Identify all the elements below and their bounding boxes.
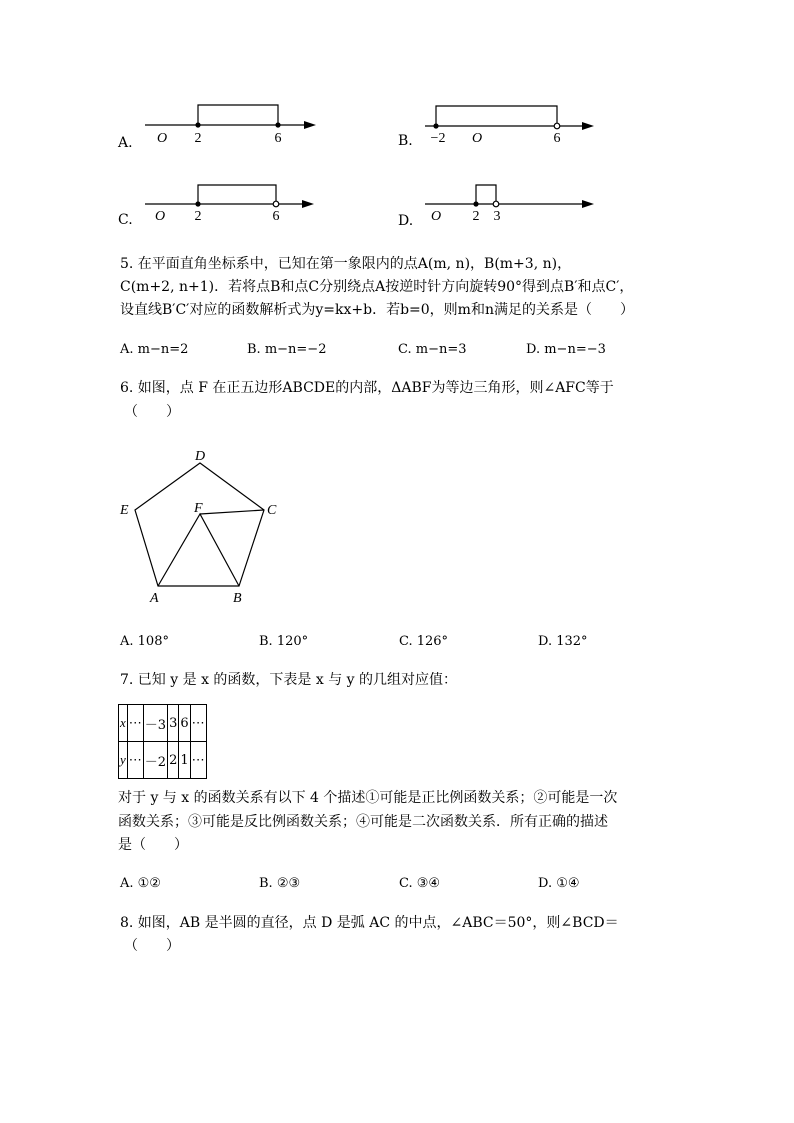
open-dot: [493, 201, 499, 207]
table-cell: ⋯: [127, 705, 143, 742]
triangle-abf: [158, 514, 239, 586]
q6-option-c: C. 126°: [399, 634, 449, 649]
tick-label: 2: [472, 209, 480, 224]
vertex-e-label: E: [120, 503, 129, 518]
table-cell: －2: [143, 742, 167, 779]
tick-label: 2: [194, 209, 202, 224]
q5-option-d: D. m−n=−3: [526, 342, 606, 357]
option-d-label: D.: [398, 213, 414, 229]
table-cell: ⋯: [190, 705, 206, 742]
q5-option-c: C. m−n=3: [398, 342, 467, 357]
table-cell: ⋯: [190, 742, 206, 779]
q5-line2: C(m+2, n+1)．若将点B和点C分别绕点A按逆时针方向旋转90°得到点B′和点C′，: [120, 279, 634, 295]
q8-line1: 8. 如图，AB 是半圆的直径，点 D 是弧 AC 的中点，∠ABC＝50°，则∠BCD＝: [120, 915, 619, 931]
option-c-label: C.: [118, 212, 133, 228]
number-line-b: [420, 100, 600, 150]
q6-option-d: D. 132°: [538, 634, 588, 649]
solid-dot: [433, 123, 438, 128]
q7-option-b: B. ②③: [259, 876, 301, 891]
vertex-b-label: B: [233, 591, 242, 606]
tick-label: 2: [194, 131, 202, 146]
q7-option-d: D. ①④: [538, 876, 580, 891]
q5-option-a: A. m−n=2: [120, 342, 189, 357]
q7-line1: 7. 已知 y 是 x 的函数，下表是 x 与 y 的几组对应值：: [120, 672, 458, 688]
q7-option-c: C. ③④: [399, 876, 441, 891]
tick-label: 6: [272, 209, 280, 224]
solid-dot: [473, 201, 478, 206]
table-row: [119, 742, 207, 779]
vertex-a-label: A: [150, 591, 159, 606]
tick-label: O: [430, 209, 442, 224]
q7-desc1: 对于 y 与 x 的函数关系有以下 4 个描述①可能是正比例函数关系；②可能是一次: [118, 790, 618, 806]
number-line-d: [420, 178, 600, 228]
q6-option-b: B. 120°: [259, 634, 309, 649]
number-line-a: [140, 98, 320, 150]
q8-line2: （ ）: [124, 938, 180, 954]
tick-label: −2: [430, 131, 446, 146]
table-cell: －3: [143, 705, 167, 742]
q7-desc2: 函数关系；③可能是反比例函数关系；④可能是二次函数关系．所有正确的描述: [118, 814, 608, 830]
option-a-label: A.: [118, 135, 133, 151]
q5-option-b: B. m−n=−2: [247, 342, 327, 357]
q7-desc3: 是（ ）: [118, 837, 188, 853]
open-dot: [273, 201, 279, 207]
solid-dot: [195, 122, 200, 127]
table-cell: 3: [168, 705, 179, 742]
table-cell: ⋯: [127, 742, 143, 779]
tick-label: 3: [493, 209, 501, 224]
vertex-f-label: F: [194, 501, 203, 516]
open-dot: [554, 123, 560, 129]
tick-label: O: [156, 131, 168, 146]
tick-label: 6: [553, 131, 561, 146]
q5-line1: 5. 在平面直角坐标系中，已知在第一象限内的点A(m, n)，B(m+3, n)，: [120, 256, 572, 272]
vertex-d-label: D: [195, 449, 206, 464]
solid-dot: [275, 122, 280, 127]
solid-dot: [195, 201, 200, 206]
table-row: [119, 705, 207, 742]
table-cell: y: [119, 742, 128, 779]
pentagon-abcde: [135, 463, 264, 586]
q6-option-a: A. 108°: [120, 634, 169, 649]
table-cell: 6: [179, 705, 190, 742]
table-cell: x: [119, 705, 128, 742]
option-b-label: B.: [398, 133, 413, 149]
q5-line3: 设直线B′C′对应的函数解析式为y=kx+b．若b=0，则m和n满足的关系是（ ）: [120, 302, 634, 318]
tick-label: O: [471, 131, 483, 146]
q7-option-a: A. ①②: [120, 876, 161, 891]
pentagon-figure: [110, 440, 300, 610]
q6-line2: （ ）: [124, 404, 180, 420]
q6-line1: 6. 如图，点 F 在正五边形ABCDE的内部，ΔABF为等边三角形，则∠AFC等于: [120, 380, 614, 396]
tick-label: 6: [274, 131, 282, 146]
table-cell: 1: [179, 742, 190, 779]
vertex-c-label: C: [267, 503, 277, 518]
value-table: [118, 704, 207, 779]
segment-fc: [200, 510, 264, 514]
tick-label: O: [154, 209, 166, 224]
table-cell: 2: [168, 742, 179, 779]
number-line-c: [140, 178, 320, 228]
